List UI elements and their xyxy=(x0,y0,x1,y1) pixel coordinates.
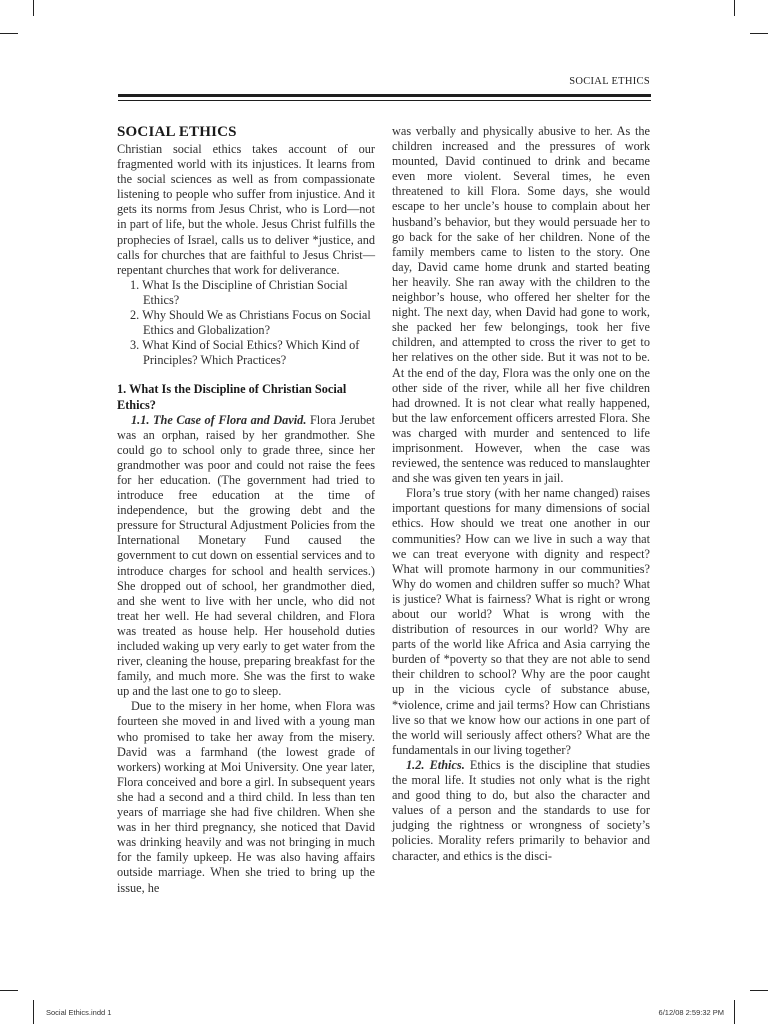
ethics-run-in-heading: 1.2. Ethics. xyxy=(406,757,465,772)
continuation-paragraph: was verbally and physically abusive to her. As the children increased and the pressures of work mounted, David continued to drink and became even more violent. Several times, he even threatened to kill Flora. Some days, she would escape to her uncle’s house to complain about her husband’s behavior, but they would persuade her to go back for the sake of her children. None of the family members came to listen to the story. One day, David came home drunk and started beating her heavily. She ran away with the children to the neighbor’s house, who offered her shelter for the night. The next day, when David had gone to work, she packed her few belongings, took her five children, and attempted to cross the river to get to her relatives on the other side. But it was not to be. At the end of the day, Flora was the only one on the other side of the river, while all her five children had drowned. It is not clear what really happened, but the law enforcement officers arrested Flora. She was charged with murder and sentenced to life imprisonment. However, when the case was reviewed, the sentence was reduced to manslaughter and she was given ten years in jail. xyxy=(392,124,650,486)
crop-mark xyxy=(750,990,768,991)
crop-mark xyxy=(734,0,735,16)
crop-mark xyxy=(0,990,18,991)
question-item: 3. What Kind of Social Ethics? Which Kind of Principles? Which Practices? xyxy=(130,338,360,368)
questions-paragraph: Flora’s true story (with her name changed) raises important questions for many dimensions of social ethics. How should we treat one another in our communities? How can we live in such a way that we can treat everyone with dignity and respect? What will promote harmony in our communities? Why do women and children suffer so much? What is justice? What is fairness? What is right or wrong about our world? What is wrong with the distribution of resources in our world? Why are parts of the world like Africa and Asia carrying the burden of *poverty so that they are not able to send their children to school? Why are the poor caught up in the vicious cycle of substance abuse, *violence, crime and jail terms? How can Christians live so that we know how our actions in one part of the world will seriously affect others? What are the fundamentals in our living together? xyxy=(392,486,650,757)
question-list xyxy=(117,278,375,369)
crop-mark xyxy=(33,1000,34,1024)
case-text: Flora Jerubet was an orphan, raised by her grandmother. She could go to school only to grade three, since her grandmother was poor and could not raise the fees for her education. (The government had tried to introduce free education at the time of independence, but the growing debt and the pressure for Structural Adjustment Policies from the International Monetary Fund caused the government to cut down on essential services and to introduce charges for school and health services.) She dropped out of school, her grandmother died, and she went to live with her uncle, who did not treat her well. He had several children, and Flora was treated as house help. Her household duties included waking up very early to get water from the river, cleaning the house, preparing breakfast for the family, and much more. She was the first to wake up and the last one to go to sleep. xyxy=(117,412,375,699)
footer-file-slug: Social Ethics.indd 1 xyxy=(46,1008,112,1017)
left-column xyxy=(117,123,375,896)
crop-mark xyxy=(33,0,34,16)
case-run-in-heading: 1.1. The Case of Flora and David. xyxy=(131,412,307,427)
intro-paragraph: Christian social ethics takes account of our fragmented world with its injustices. It learns from the social sciences as well as from compassionate listening to people who suffer from injustice. And it gets its norms from Jesus Christ, who is Lord—not in part of life, but the whole. Jesus Christ fulfills the prophecies of Israel, calls us to deliver *justice, and calls for churches that are faithful to Jesus Christ—repentant churches that work for deliverance. xyxy=(117,142,375,277)
ethics-paragraph xyxy=(392,758,650,864)
running-head: SOCIAL ETHICS xyxy=(569,76,650,87)
right-column xyxy=(392,124,650,864)
section-heading: 1. What Is the Discipline of Christian Social Ethics? xyxy=(117,382,347,412)
header-rule-thick xyxy=(118,94,651,97)
question-item: 2. Why Should We as Christians Focus on Social Ethics and Globalization? xyxy=(130,308,371,338)
ethics-text: Ethics is the discipline that studies the moral life. It studies not only what is the right and good thing to do, but also the character and values of a person and the standards to use for judging the rightness or wrongness of society’s policies. Morality refers primarily to behavior and character, and ethics is the disci- xyxy=(392,757,650,863)
article-title: SOCIAL ETHICS xyxy=(117,124,237,140)
crop-mark xyxy=(734,1000,735,1024)
question-item: 1. What Is the Discipline of Christian Social Ethics? xyxy=(130,277,348,307)
crop-mark xyxy=(750,33,768,34)
footer-timestamp: 6/12/08 2:59:32 PM xyxy=(658,1008,724,1017)
header-rule-thin xyxy=(118,100,651,101)
misery-paragraph: Due to the misery in her home, when Flora was fourteen she moved in and lived with a young man who promised to take her away from the misery. David was a farmhand (the lowest grade of workers) working at Moi University. One year later, Flora conceived and bore a girl. In subsequent years she had a second and a third child. In less than ten years of marriage she had five children. When she was in her third pregnancy, she noticed that David was drinking heavily and was not bringing in much for the family upkeep. He was also having affairs outside marriage. When she tried to bring up the issue, he xyxy=(117,699,375,895)
crop-mark xyxy=(0,33,18,34)
case-paragraph xyxy=(117,413,375,700)
